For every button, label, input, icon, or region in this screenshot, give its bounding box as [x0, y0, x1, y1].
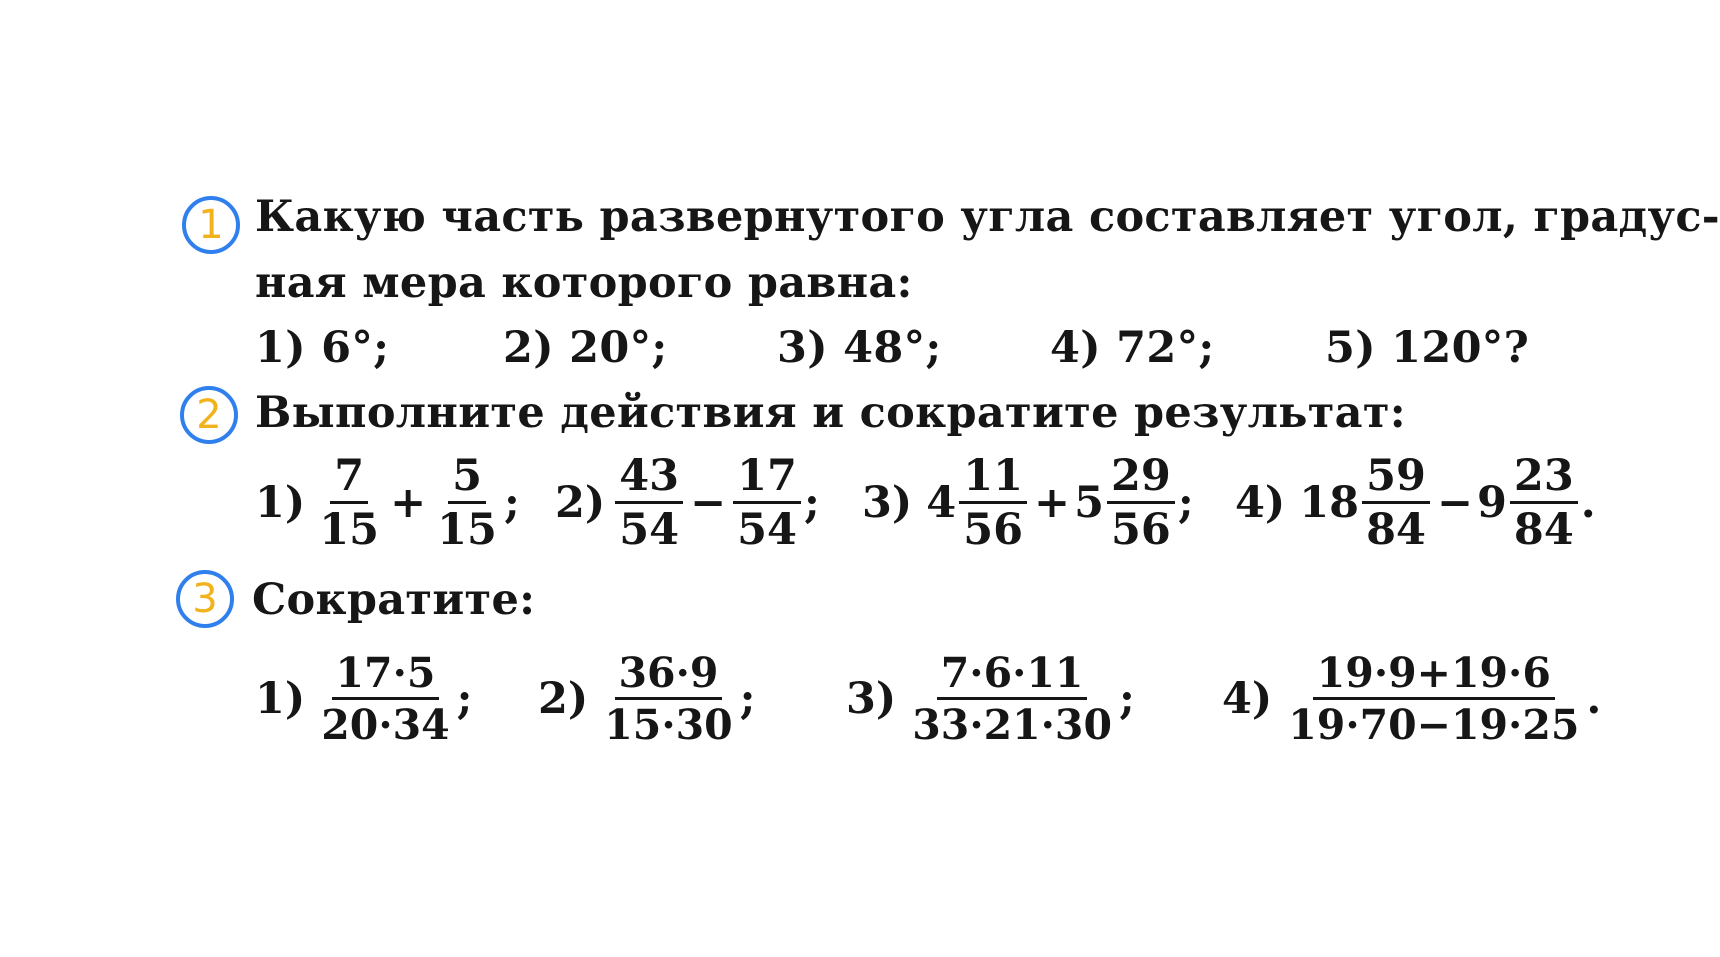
punctuation: .: [1580, 478, 1596, 528]
task-3-item-4: [1222, 649, 1602, 749]
task-1-option-4: 4) 72°;: [1050, 323, 1215, 373]
numerator: 17·5: [332, 653, 440, 700]
denominator: 84: [1513, 505, 1574, 555]
fraction: [600, 649, 736, 749]
task-number-badge-1: 1: [182, 196, 240, 254]
denominator: 56: [1110, 505, 1171, 555]
task-3-item-2: [538, 649, 756, 749]
task-3-item-3: [846, 649, 1135, 749]
fraction: [1510, 451, 1578, 555]
fraction: [733, 451, 801, 555]
item-label: 2): [555, 478, 606, 528]
task-1-option-1: 1) 6°;: [255, 323, 390, 373]
denominator: 54: [737, 505, 797, 555]
operator: −: [1436, 478, 1473, 528]
punctuation: ;: [739, 674, 756, 724]
denominator: 15·30: [604, 701, 733, 749]
fraction: [433, 451, 501, 555]
task-number-badge-2: 2: [180, 386, 238, 444]
item-label: 1): [255, 674, 306, 724]
denominator: 20·34: [321, 701, 450, 749]
numerator: 43: [615, 455, 683, 504]
task-number-badge-3: 3: [176, 570, 234, 628]
denominator: 84: [1366, 505, 1426, 555]
denominator: 15: [437, 505, 497, 555]
item-label: 1): [255, 478, 306, 528]
punctuation: ;: [456, 674, 473, 724]
fraction: [317, 649, 453, 749]
task-2-text: Выполните действия и сократите результат:: [255, 388, 1406, 438]
operator: +: [1034, 478, 1071, 528]
fraction: [615, 451, 683, 555]
denominator: 54: [619, 505, 680, 555]
numerator: 23: [1510, 455, 1578, 504]
item-label: 4): [1222, 674, 1273, 724]
whole-part: 4: [926, 478, 957, 528]
task-2-item-2: [555, 451, 820, 555]
task-2-item-4: [1235, 451, 1596, 555]
item-label: 2): [538, 674, 589, 724]
whole-part: 9: [1476, 478, 1507, 528]
denominator: 15: [319, 505, 380, 555]
numerator: 7·6·11: [937, 653, 1088, 700]
punctuation: ;: [1177, 478, 1194, 528]
punctuation: ;: [1118, 674, 1135, 724]
numerator: 59: [1362, 455, 1430, 504]
numerator: 29: [1107, 455, 1175, 504]
numerator: 36·9: [615, 653, 723, 700]
numerator: 5: [448, 455, 486, 504]
punctuation: ;: [503, 478, 520, 528]
numerator: 17: [733, 455, 801, 504]
operator: +: [390, 478, 427, 528]
numerator: 7: [330, 455, 368, 504]
task-1-option-3: 3) 48°;: [777, 323, 942, 373]
punctuation: ;: [803, 478, 820, 528]
item-label: 3): [862, 478, 913, 528]
denominator: 19·70−19·25: [1288, 701, 1580, 749]
task-1-option-2: 2) 20°;: [503, 323, 668, 373]
punctuation: .: [1586, 674, 1602, 724]
fraction: [1362, 451, 1430, 555]
fraction: [315, 451, 383, 555]
task-1-text-line-1: Какую часть развернутого угла составляет угол, градус-: [255, 192, 1720, 242]
task-1-option-5: 5) 120°?: [1325, 323, 1530, 373]
task-3-text: Сократите:: [252, 575, 536, 625]
denominator: 56: [963, 505, 1024, 555]
numerator: 11: [959, 455, 1027, 504]
whole-part: 18: [1299, 478, 1360, 528]
item-label: 4): [1235, 478, 1286, 528]
task-3-item-1: [255, 649, 473, 749]
fraction: [959, 451, 1027, 555]
task-2-item-3: [862, 451, 1194, 555]
task-2-item-1: [255, 451, 520, 555]
fraction: [1284, 649, 1583, 749]
operator: −: [690, 478, 727, 528]
whole-part: 5: [1074, 478, 1104, 528]
fraction: [908, 649, 1116, 749]
fraction: [1107, 451, 1175, 555]
task-1-text-line-2: ная мера которого равна:: [255, 258, 913, 308]
numerator: 19·9+19·6: [1313, 653, 1555, 700]
item-label: 3): [846, 674, 897, 724]
denominator: 33·21·30: [912, 701, 1112, 749]
